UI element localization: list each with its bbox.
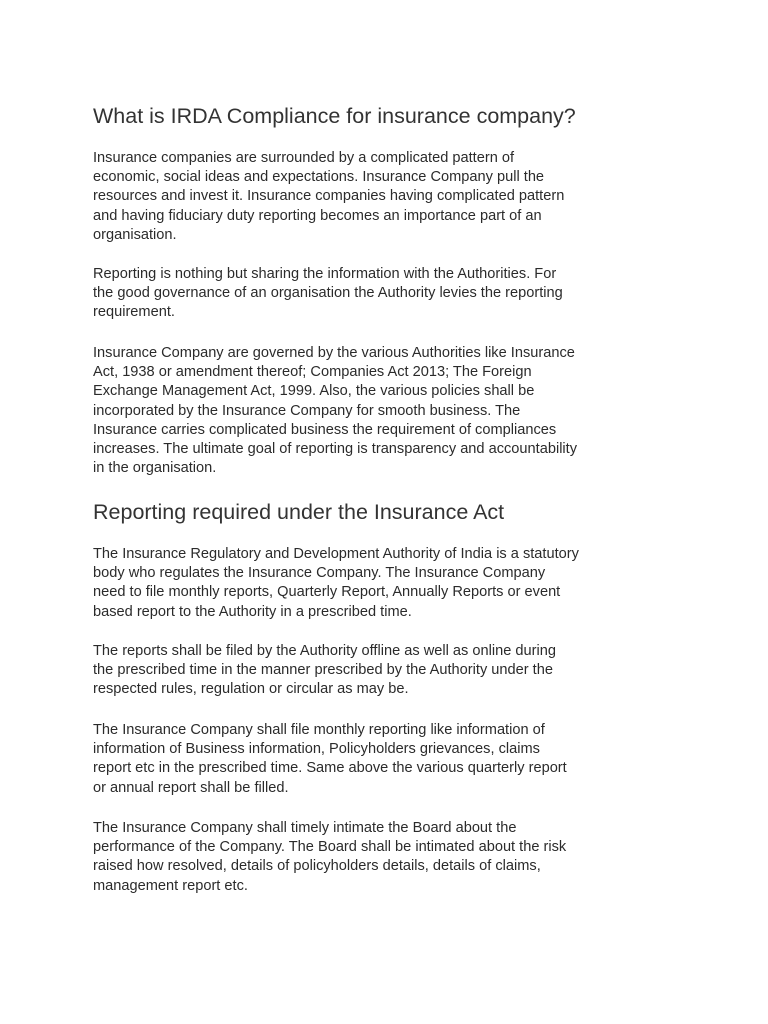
paragraph-reports-filed: The reports shall be filed by the Authority offline as well as online during the prescribed time in the manner prescribed by the Authority under the respected rules, regulation or circular as may be. — [93, 643, 556, 698]
paragraph-board-intimation: The Insurance Company shall timely intimate the Board about the performance of the Company. The Board shall be intimated about the risk raised how resolved, details of policyholders details, details of claims, management report etc. — [93, 820, 567, 894]
paragraph-reporting-definition: Reporting is nothing but sharing the information with the Authorities. For the good governance of an organisation the Authority levies the reporting requirement. — [93, 266, 563, 321]
section-heading-reporting-required: Reporting required under the Insurance Act — [93, 500, 505, 524]
section-heading-irda-compliance: What is IRDA Compliance for insurance company? — [93, 104, 576, 128]
paragraph-irda-authority: The Insurance Regulatory and Development Authority of India is a statutory body who regulates the Insurance Company. The Insurance Company need to file monthly reports, Quarterly Report, Annually Reports or event based report to the Authority in a prescribed time. — [93, 546, 579, 620]
paragraph-governing-authorities: Insurance Company are governed by the various Authorities like Insurance Act, 1938 or amendment thereof; Companies Act 2013; The Foreign Exchange Management Act, 1999. Also, the various policies shall be incorporated by the Insurance Company for smooth business. The Insurance carries complicated business the requirement of compliances increases. The ultimate goal of reporting is transparency and accountability in the organisation. — [93, 345, 578, 477]
paragraph-insurance-companies: Insurance companies are surrounded by a complicated pattern of economic, social ideas and expectations. Insurance Company pull the resources and invest it. Insurance companies having complicated pattern and having fiduciary duty reporting becomes an importance part of an organisation. — [93, 150, 565, 243]
paragraph-monthly-reporting: The Insurance Company shall file monthly reporting like information of information of Business information, Policyholders grievances, claims report etc in the prescribed time. Same above the various quarterly report or annual report shall be filled. — [93, 722, 567, 796]
